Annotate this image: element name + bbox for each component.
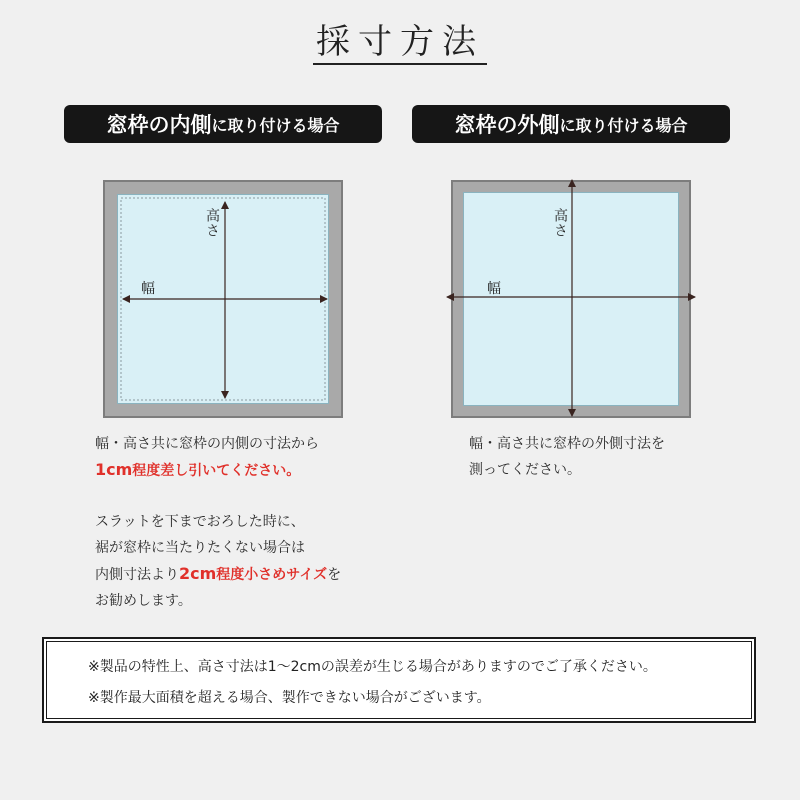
title-underline <box>313 63 487 65</box>
outside-mount-label-sub: に取り付ける場合 <box>559 115 688 135</box>
inside-note-2-line-1: スラットを下までおろした時に、 <box>95 514 305 530</box>
inside-note-1 <box>95 431 319 484</box>
inside-measure-arrows <box>105 182 341 416</box>
outside-window-frame <box>451 180 691 418</box>
outside-mount-label <box>412 105 730 143</box>
inside-note-2-line-4: お勧めします。 <box>95 593 192 609</box>
outside-measure-arrows <box>453 182 689 416</box>
notice-line-1: ※製品の特性上、高さ寸法は1〜2cmの誤差が生じる場合がありますのでご了承ください。 <box>88 659 657 675</box>
inside-deduct-text: 程度差し引いてください。 <box>132 463 301 479</box>
outside-note <box>469 431 665 483</box>
page-title: 採寸方法 <box>316 22 484 62</box>
inside-width-label: 幅 <box>141 281 155 297</box>
notice-box <box>42 637 756 723</box>
inside-height-label: 高さ <box>204 208 220 238</box>
outside-height-label: 高さ <box>552 208 568 238</box>
inside-note-2 <box>95 509 341 614</box>
inside-mount-label <box>64 105 382 143</box>
inside-note-2-line-3 <box>95 561 341 588</box>
inside-deduct-amount: 1cm <box>95 460 133 479</box>
outside-mount-label-main: 窓枠の外側 <box>454 113 560 137</box>
inside-smaller-amount: 2cm <box>179 564 217 583</box>
inside-note-1-line-2 <box>95 457 319 484</box>
inside-note-1-line-1: 幅・高さ共に窓枠の内側の寸法から <box>95 436 319 452</box>
notice-inner-border <box>46 641 752 719</box>
inside-note-2-line-2: 裾が窓枠に当たりたくない場合は <box>95 540 305 556</box>
inside-smaller-text: 程度小さめサイズ <box>216 567 328 583</box>
outside-note-line-1: 幅・高さ共に窓枠の外側寸法を <box>469 436 665 452</box>
outside-note-line-2: 測ってください。 <box>469 462 581 478</box>
inside-note-2-line-3-post: を <box>327 567 342 583</box>
notice-line-2: ※製作最大面積を超える場合、製作できない場合がございます。 <box>88 690 491 706</box>
inside-note-2-line-3-pre: 内側寸法より <box>95 567 179 583</box>
inside-mount-label-main: 窓枠の内側 <box>106 113 212 137</box>
inside-mount-label-sub: に取り付ける場合 <box>211 115 340 135</box>
outside-width-label: 幅 <box>487 281 501 297</box>
inside-window-frame <box>103 180 343 418</box>
